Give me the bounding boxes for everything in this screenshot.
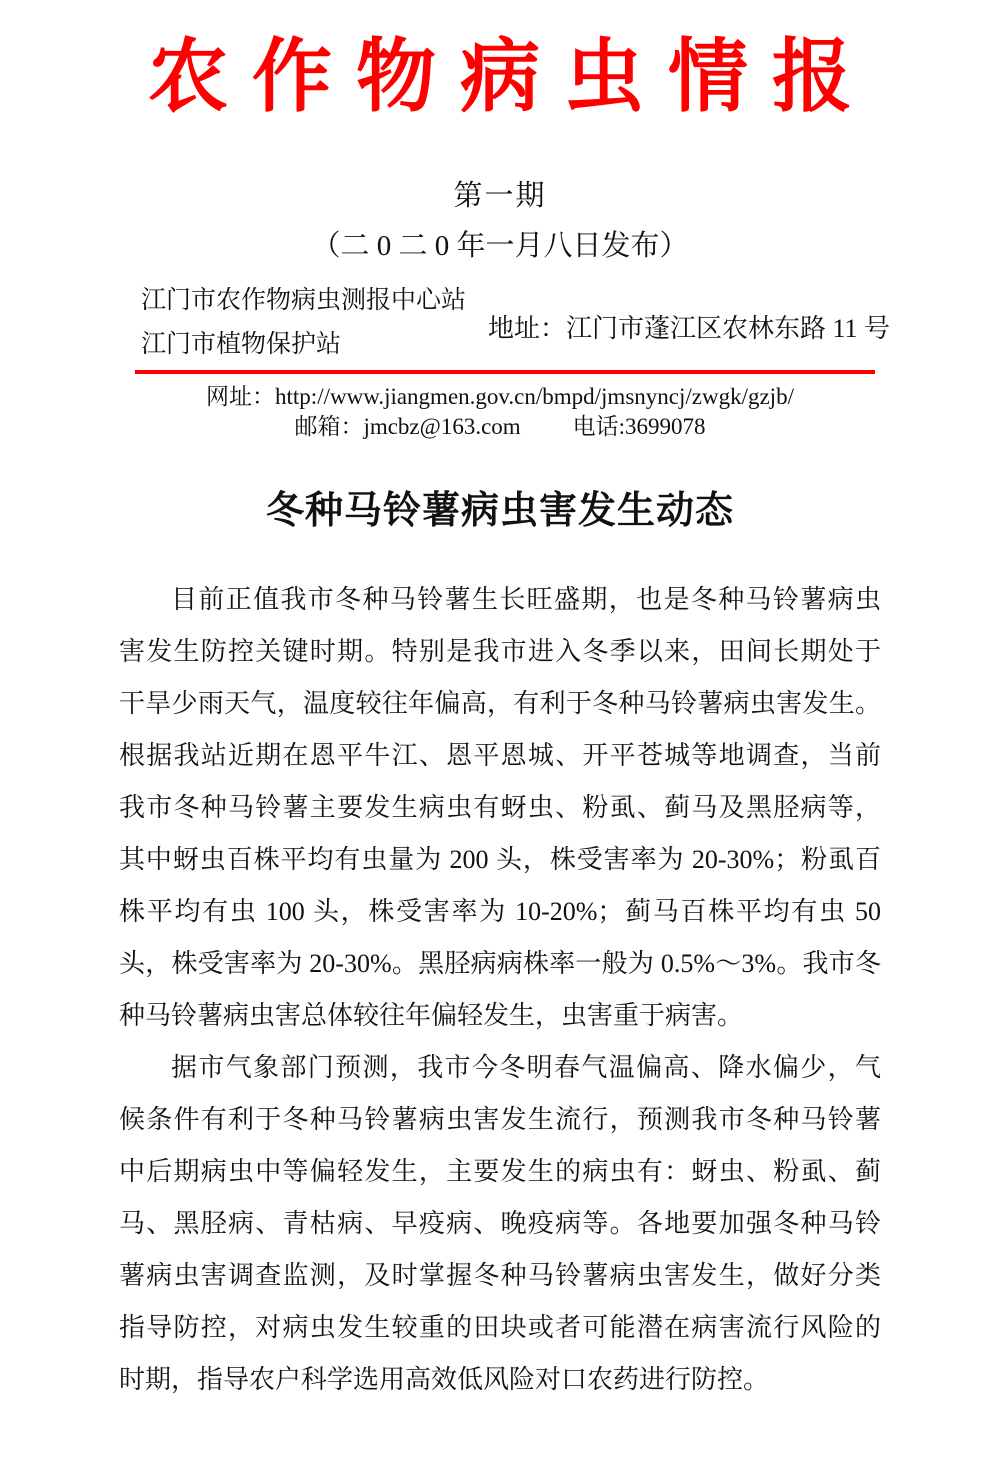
org-block [141, 279, 466, 367]
email-line: 邮箱：jmcbz@163.com [294, 414, 521, 439]
body-line: 薯病虫害调查监测，及时掌握冬种马铃薯病虫害发生，做好分类 [119, 1261, 881, 1290]
body-line: 头，株受害率为 20-30%。黑胫病病株率一般为 0.5%～3%。我市冬 [119, 949, 881, 978]
body-line: 株平均有虫 100 头，株受害率为 10-20%；蓟马百株平均有虫 50 [119, 897, 881, 926]
release-date: （二 0 二 0 年一月八日发布） [311, 230, 689, 262]
red-divider [135, 370, 875, 374]
body-line: 根据我站近期在恩平牛江、恩平恩城、开平苍城等地调查，当前 [119, 741, 881, 770]
body-line: 害发生防控关键时期。特别是我市进入冬季以来，田间长期处于 [119, 637, 881, 666]
issue-number: 第一期 [453, 180, 547, 212]
body-line: 候条件有利于冬种马铃薯病虫害发生流行，预测我市冬种马铃薯 [119, 1105, 881, 1134]
body-line: 时期，指导农户科学选用高效低风险对口农药进行防控。 [119, 1365, 770, 1394]
org-line-monitoring-station: 江门市农作物病虫测报中心站 [141, 287, 467, 314]
body-line: 目前正值我市冬种马铃薯生长旺盛期，也是冬种马铃薯病虫 [171, 585, 881, 614]
body-line: 据市气象部门预测，我市今冬明春气温偏高、降水偏少，气 [171, 1053, 881, 1082]
body-line: 马、黑胫病、青枯病、早疫病、晚疫病等。各地要加强冬种马铃 [119, 1209, 881, 1238]
article-body [119, 574, 881, 1406]
org-address-row [0, 279, 1000, 367]
address-line: 地址：江门市蓬江区农林东路 11 号 [487, 313, 890, 343]
body-line: 种马铃薯病虫害总体较往年偏轻发生，虫害重于病害。 [119, 1001, 744, 1030]
body-line: 干旱少雨天气，温度较往年偏高，有利于冬种马铃薯病虫害发生。 [119, 689, 881, 718]
body-line: 我市冬种马铃薯主要发生病虫有蚜虫、粉虱、蓟马及黑胫病等， [119, 793, 881, 822]
body-line: 中后期病虫中等偏轻发生，主要发生的病虫有：蚜虫、粉虱、蓟 [119, 1157, 881, 1186]
website-line: 网址：http://www.jiangmen.gov.cn/bmpd/jmsnyncj/zwgk/gzjb/ [206, 384, 794, 409]
phone-line: 电话:3699078 [572, 414, 706, 439]
org-line-plant-protection-station: 江门市植物保护站 [141, 331, 342, 358]
body-line: 其中蚜虫百株平均有虫量为 200 头，株受害率为 20-30%；粉虱百 [119, 845, 881, 874]
contact-row [0, 413, 1000, 440]
body-line: 指导防控，对病虫发生较重的田块或者可能潜在病害流行风险的 [119, 1313, 881, 1342]
doc-title: 农作物病虫情报 [148, 34, 876, 122]
article-heading: 冬种马铃薯病虫害发生动态 [265, 490, 734, 532]
